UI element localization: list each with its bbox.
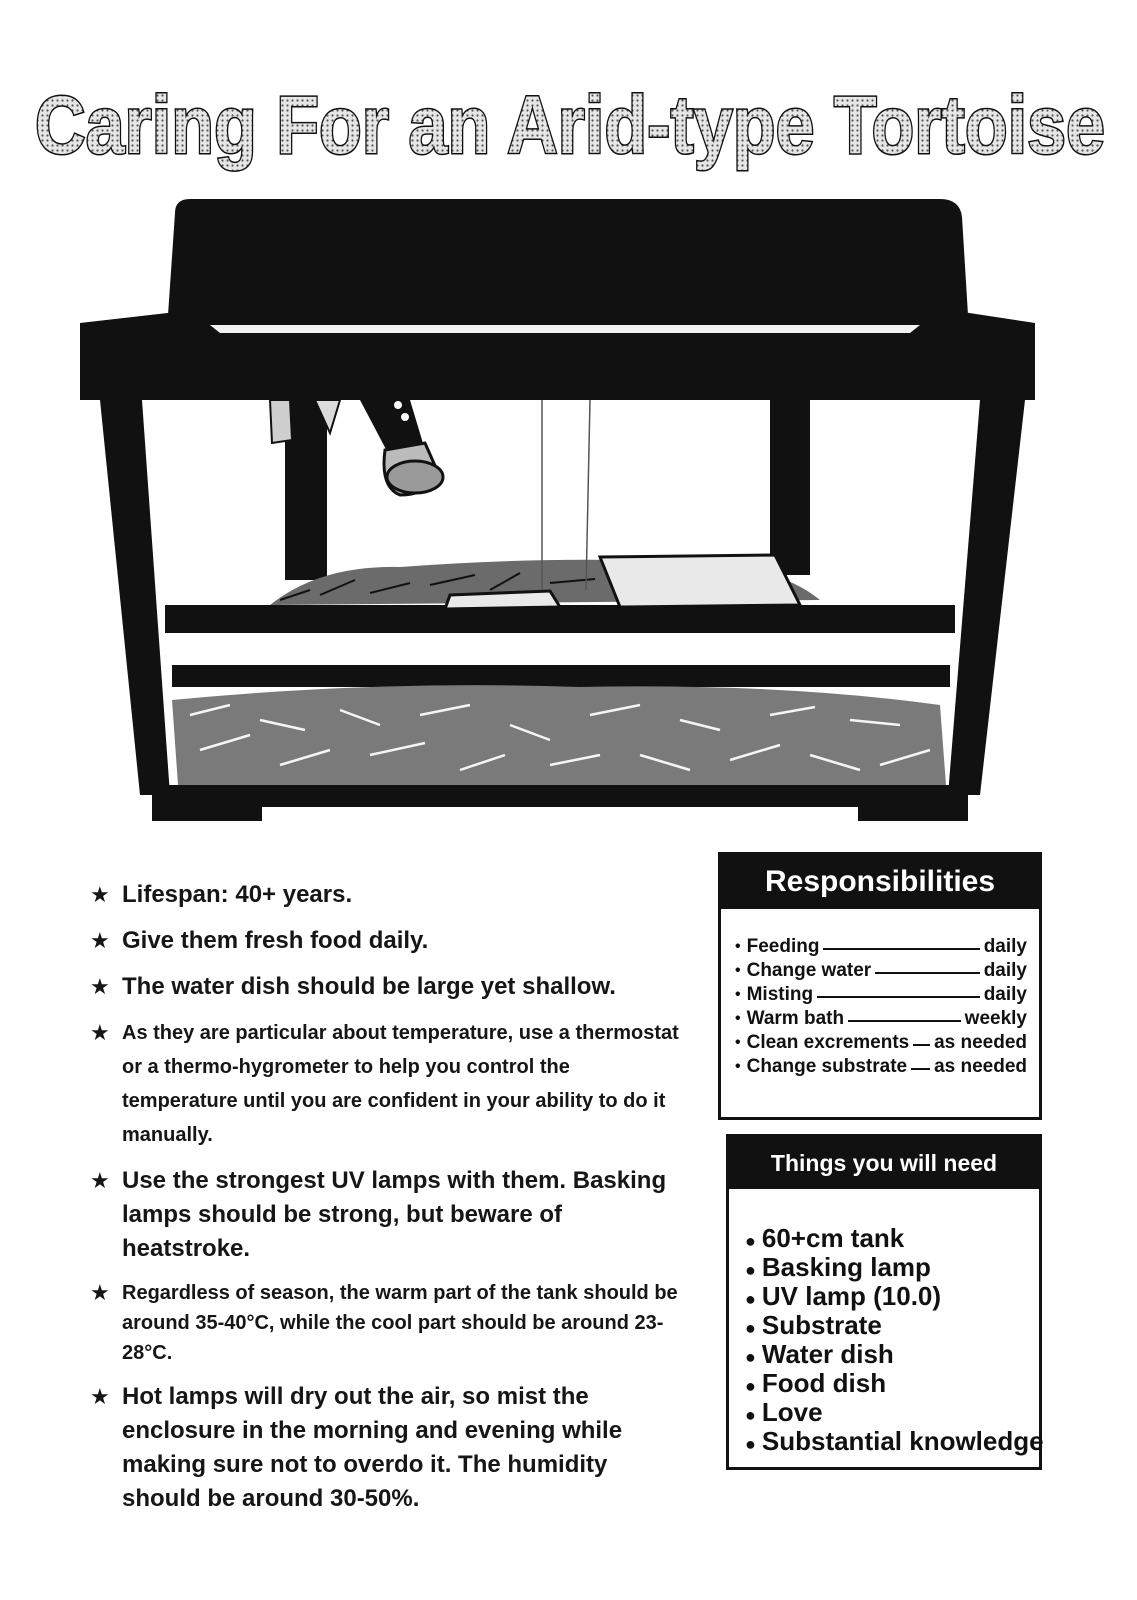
responsibility-item: • Clean excrements as needed xyxy=(735,1032,1027,1053)
responsibilities-title: Responsibilities xyxy=(721,855,1039,909)
needed-item: ● UV lamp (10.0) xyxy=(745,1281,942,1311)
tank-top-rim xyxy=(80,307,1035,400)
tank-hood xyxy=(168,199,968,315)
care-tip: ★ Regardless of season, the warm part of the tank should be around 35-40°C, while the cool part should be around 23-28°C. xyxy=(90,1280,678,1364)
star-icon: ★ xyxy=(90,1020,110,1045)
needed-item: ● Substantial knowledge xyxy=(745,1426,1044,1456)
care-tip: ★ Hot lamps will dry out the air, so mist the enclosure in the morning and evening while making sure not to overdo it. The humidity should be around 30-50%. xyxy=(90,1380,690,1516)
tank-illustration xyxy=(80,195,1055,845)
care-tip: ★ Give them fresh food daily. xyxy=(90,924,690,958)
responsibilities-box xyxy=(718,852,1042,1120)
needed-item: ● Basking lamp xyxy=(745,1252,931,1282)
tank-foot-right xyxy=(858,785,968,821)
things-needed-list xyxy=(729,1223,1044,1457)
needed-item: ● Substrate xyxy=(745,1310,882,1340)
tank-foot-left xyxy=(152,785,262,821)
tank-rail-lower xyxy=(172,665,950,687)
things-needed-title: Things you will need xyxy=(729,1137,1039,1189)
care-tip: ★ The water dish should be large yet shallow. xyxy=(90,970,690,1004)
responsibility-item: • Change substrate as needed xyxy=(735,1056,1027,1077)
water-dish xyxy=(600,555,800,607)
needed-item: ● Food dish xyxy=(745,1368,887,1398)
care-tip: ★ Lifespan: 40+ years. xyxy=(90,878,690,912)
page-title-text: Caring For an Arid-type Tortoise xyxy=(35,80,1105,171)
tank-base xyxy=(155,785,965,807)
care-tips-list xyxy=(90,878,690,1528)
tank-back-post-right xyxy=(770,400,810,575)
responsibility-item: • Change water daily xyxy=(735,960,1027,981)
responsibility-item: • Warm bath weekly xyxy=(735,1008,1027,1029)
care-tip: ★ As they are particular about temperature, use a thermostat or a thermo-hygrometer to help you control the temperature until you are confident in your ability to do it manually. xyxy=(90,1016,690,1152)
star-icon: ★ xyxy=(90,1384,110,1409)
star-icon: ★ xyxy=(90,882,110,907)
page-title xyxy=(20,18,1120,188)
star-icon: ★ xyxy=(90,974,110,999)
responsibility-item: • Misting daily xyxy=(735,984,1027,1005)
food-dish xyxy=(445,591,560,609)
star-icon: ★ xyxy=(90,1280,110,1305)
substrate-front xyxy=(172,685,946,785)
responsibilities-list xyxy=(721,935,1039,1079)
needed-item: ● Water dish xyxy=(745,1339,894,1369)
things-needed-box xyxy=(726,1134,1042,1470)
responsibility-item: • Feeding daily xyxy=(735,936,1027,957)
star-icon: ★ xyxy=(90,1168,110,1193)
star-icon: ★ xyxy=(90,928,110,953)
tank-rail-upper xyxy=(165,605,955,633)
care-tip: ★ Use the strongest UV lamps with them. Basking lamps should be strong, but beware of heatstroke. xyxy=(90,1164,690,1266)
needed-item: ● 60+cm tank xyxy=(745,1223,905,1253)
needed-item: ● Love xyxy=(745,1397,823,1427)
